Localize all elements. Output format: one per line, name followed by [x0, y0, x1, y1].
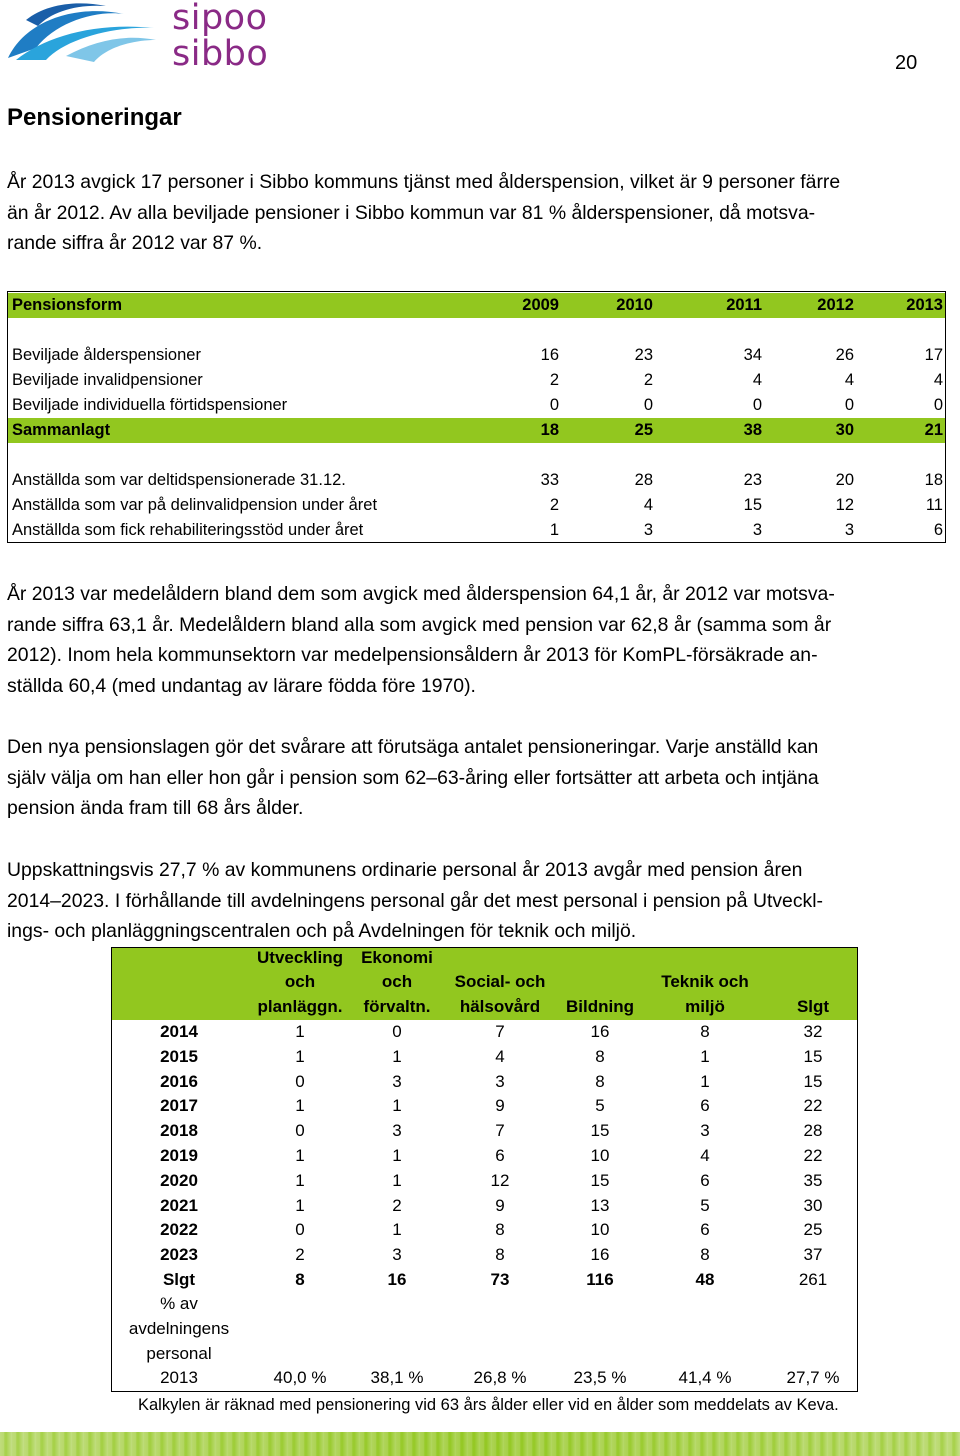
percent-cell: 23,5 % [573, 1368, 627, 1387]
cell: 1 [392, 1096, 402, 1116]
row-year: 2015 [160, 1046, 198, 1066]
logo-wordmark [172, 0, 268, 72]
cell: 8 [495, 1245, 505, 1265]
cell: 34 [743, 346, 762, 364]
cell: 2 [643, 371, 653, 389]
cell: 5 [700, 1195, 710, 1215]
table-row [112, 1144, 857, 1169]
table-total-row [8, 418, 945, 443]
cell: 0 [643, 396, 653, 414]
cell: 1 [392, 1170, 402, 1190]
table-row [8, 393, 945, 418]
text-line: Uppskattningsvis 27,7 % av kommunens ordinarie personal år 2013 avgår med pension åren [7, 859, 803, 881]
cell: 4 [844, 371, 854, 389]
row-year: 2016 [160, 1071, 198, 1091]
cell: 1 [295, 1146, 305, 1165]
page-heading: Pensioneringar [7, 104, 182, 131]
cell: 6 [700, 1170, 710, 1190]
logo-swoosh-icon [6, 0, 166, 72]
cell: 8 [700, 1022, 710, 1041]
cell: 30 [835, 421, 854, 439]
cell: 23 [634, 346, 653, 364]
cell: 3 [643, 521, 653, 539]
cell: 8 [295, 1270, 305, 1289]
header-label: Pensionsform [12, 296, 123, 314]
cell: 7 [495, 1022, 505, 1041]
cell: 18 [540, 421, 559, 439]
row-label: Anställda som var deltidspensionerade 31.12. [12, 471, 346, 489]
retirement-forecast-table [111, 947, 858, 1392]
cell: 0 [549, 396, 559, 414]
cell: 9 [495, 1195, 505, 1215]
sipoo-sibbo-logo [6, 0, 276, 80]
text-line: ings- och planläggningscentralen och på Avdelningen för teknik och miljö. [7, 920, 637, 943]
cell: 10 [590, 1146, 610, 1165]
header-cell: Slgt [796, 997, 830, 1017]
cell: 1 [700, 1046, 710, 1066]
cell: 22 [803, 1096, 823, 1116]
cell: 16 [590, 1022, 610, 1041]
cell: 3 [392, 1121, 402, 1141]
cell: 4 [752, 371, 762, 389]
paragraph-estimate [7, 855, 957, 947]
cell: 17 [924, 346, 943, 364]
table-header-row [8, 293, 945, 318]
cell: 18 [924, 471, 943, 489]
cell: 3 [844, 521, 854, 539]
row-year: 2023 [160, 1245, 198, 1265]
header-year: 2010 [616, 296, 653, 314]
cell: 22 [803, 1146, 823, 1165]
table-row [8, 468, 945, 493]
cell: 16 [387, 1270, 407, 1289]
header-year: 2012 [817, 296, 854, 314]
cell: 3 [752, 521, 762, 539]
header-cell: Bildning [566, 997, 634, 1017]
cell: 1 [700, 1071, 710, 1091]
cell: 1 [392, 1046, 402, 1066]
cell: 1 [392, 1220, 402, 1240]
table-row [112, 1243, 857, 1268]
table-row [112, 1268, 857, 1293]
logo-line-2: sibbo [172, 34, 269, 74]
percent-cell: 26,8 % [473, 1368, 527, 1387]
text-line: rande siffra år 2012 var 87 %. [7, 232, 263, 255]
cell: 28 [803, 1121, 823, 1141]
text-line: Den nya pensionslagen gör det svårare att förutsäga antalet pensioneringar. Varje anställd kan [7, 736, 819, 758]
cell: 4 [933, 371, 943, 389]
cell: 4 [495, 1046, 505, 1066]
text-line: rande siffra 63,1 år. Medelåldern bland alla som avgick med pension var 62,8 år (samma som år [7, 613, 832, 636]
percent-cell: 41,4 % [678, 1368, 732, 1387]
header-cell: Utveckling och planläggn. [257, 947, 343, 1017]
cell: 1 [392, 1146, 402, 1165]
cell: 3 [700, 1121, 710, 1141]
paragraph-pension-law [7, 732, 957, 824]
table-row [8, 343, 945, 368]
pension-form-table [7, 291, 946, 543]
cell: 4 [643, 496, 653, 514]
text-line: än år 2012. Av alla beviljade pensioner i Sibbo kommun var 81 % ålderspensioner, då motsva- [7, 201, 816, 224]
cell: 21 [924, 421, 943, 439]
cell: 2 [549, 371, 559, 389]
table-row [112, 1169, 857, 1194]
cell: 15 [743, 496, 762, 514]
cell: 4 [700, 1146, 710, 1165]
cell: 32 [803, 1022, 823, 1041]
row-year: 2017 [160, 1096, 198, 1116]
cell: 23 [743, 471, 762, 489]
cell: 12 [835, 496, 854, 514]
cell: 8 [700, 1245, 710, 1265]
cell: 6 [700, 1220, 710, 1240]
table-row [112, 1045, 857, 1070]
cell: 5 [595, 1096, 605, 1116]
text-line: pension ända fram till 68 års ålder. [7, 797, 304, 820]
cell: 2 [295, 1245, 305, 1265]
cell: 6 [933, 521, 943, 539]
cell: 25 [803, 1220, 823, 1240]
cell: 16 [540, 346, 559, 364]
cell: 0 [752, 396, 762, 414]
cell: 116 [586, 1270, 614, 1289]
cell: 1 [295, 1022, 305, 1041]
header-year: 2009 [522, 296, 559, 314]
cell: 15 [803, 1046, 823, 1066]
table-row [8, 518, 945, 543]
cell: 20 [835, 471, 854, 489]
cell: 0 [844, 396, 854, 414]
cell: 33 [540, 471, 559, 489]
cell: 26 [835, 346, 854, 364]
header-year: 2013 [906, 296, 943, 314]
table-row [112, 1194, 857, 1219]
footnote: Kalkylen är räknad med pensionering vid 63 års ålder eller vid en ålder som meddelats av Keva. [138, 1396, 839, 1414]
cell: 73 [490, 1270, 510, 1289]
cell: 8 [595, 1046, 605, 1066]
cell: 2 [549, 496, 559, 514]
table-row [112, 1094, 857, 1119]
text-line: 2012). Inom hela kommunsektorn var medelpensionsåldern år 2013 för KomPL-försäkrade an- [7, 644, 818, 667]
table-row [8, 368, 945, 393]
table-row [112, 1070, 857, 1095]
cell: 3 [495, 1071, 505, 1091]
cell: 2 [392, 1195, 402, 1215]
row-label: Anställda som var på delinvalidpension under året [12, 496, 378, 514]
cell: 1 [295, 1195, 305, 1215]
cell: 6 [495, 1146, 505, 1165]
row-year: 2021 [160, 1195, 198, 1215]
logo-line-1: sipoo [172, 0, 268, 38]
cell: 0 [392, 1022, 402, 1041]
percent-row [112, 1366, 857, 1391]
cell: 11 [925, 496, 943, 514]
cell: 0 [295, 1071, 305, 1091]
percent-row-label: % av avdelningens personal 2013 [128, 1294, 230, 1388]
percent-cell: 40,0 % [273, 1368, 327, 1387]
row-year: 2018 [160, 1121, 198, 1141]
cell: 13 [590, 1195, 610, 1215]
row-label: Beviljade ålderspensioner [12, 346, 201, 364]
cell: 9 [495, 1096, 505, 1116]
cell: 15 [590, 1121, 610, 1141]
decorative-footer-bar [0, 1432, 960, 1456]
cell: 28 [634, 471, 653, 489]
cell: 8 [595, 1071, 605, 1091]
paragraph-intro [7, 167, 957, 259]
table-row [112, 1119, 857, 1144]
cell: 48 [695, 1270, 715, 1289]
row-label: Beviljade invalidpensioner [12, 371, 203, 389]
cell: 1 [295, 1046, 305, 1066]
header-cell: Ekonomi och förvaltn. [361, 947, 433, 1017]
cell: 0 [295, 1121, 305, 1141]
table-row [112, 1020, 857, 1045]
cell: 0 [933, 396, 943, 414]
text-line: själv välja om han eller hon går i pension som 62–63-åring eller fortsätter att arbeta och intjäna [7, 766, 819, 789]
row-year: 2014 [160, 1022, 198, 1041]
cell: 38 [743, 421, 762, 439]
cell: 8 [495, 1220, 505, 1240]
row-year: Slgt [162, 1270, 196, 1289]
header-year: 2011 [726, 296, 762, 314]
percent-cell: 27,7 % [786, 1368, 840, 1387]
cell: 16 [590, 1245, 610, 1265]
table-row [8, 493, 945, 518]
cell: 15 [590, 1170, 610, 1190]
header-cell: Teknik och miljö [661, 972, 749, 1017]
text-line: 2014–2023. I förhållande till avdelningens personal går det mest personal i pension på Utveckl- [7, 889, 823, 912]
cell: 12 [490, 1170, 510, 1190]
text-line: År 2013 var medelåldern bland dem som avgick med ålderspension 64,1 år, år 2012 var motsva- [7, 583, 835, 605]
row-label: Beviljade individuella förtidspensioner [12, 396, 288, 414]
text-line: ställda 60,4 (med undantag av lärare födda före 1970). [7, 674, 476, 697]
cell: 35 [803, 1170, 823, 1190]
row-year: 2020 [160, 1170, 198, 1190]
table-header-row [112, 948, 857, 1020]
cell: 25 [634, 421, 653, 439]
row-year: 2019 [160, 1146, 198, 1165]
table-row [112, 1218, 857, 1243]
cell: 3 [392, 1245, 402, 1265]
page-number: 20 [895, 52, 918, 74]
cell: 1 [295, 1170, 305, 1190]
cell: 0 [295, 1220, 305, 1240]
row-label: Sammanlagt [12, 421, 111, 439]
cell: 1 [549, 521, 559, 539]
cell: 6 [700, 1096, 710, 1116]
cell: 3 [392, 1071, 402, 1091]
cell: 261 [798, 1270, 828, 1289]
cell: 10 [590, 1220, 610, 1240]
cell: 15 [803, 1071, 823, 1091]
row-label: Anställda som fick rehabiliteringsstöd under året [12, 521, 364, 539]
cell: 1 [295, 1096, 305, 1116]
cell: 7 [495, 1121, 505, 1141]
text-line: År 2013 avgick 17 personer i Sibbo kommuns tjänst med ålderspension, vilket är 9 personer färre [7, 171, 841, 193]
percent-cell: 38,1 % [370, 1368, 424, 1387]
header-cell: Social- och hälsovård [454, 972, 546, 1017]
cell: 30 [803, 1195, 823, 1215]
row-year: 2022 [160, 1220, 198, 1240]
paragraph-average-age [7, 579, 957, 701]
cell: 37 [803, 1245, 823, 1265]
